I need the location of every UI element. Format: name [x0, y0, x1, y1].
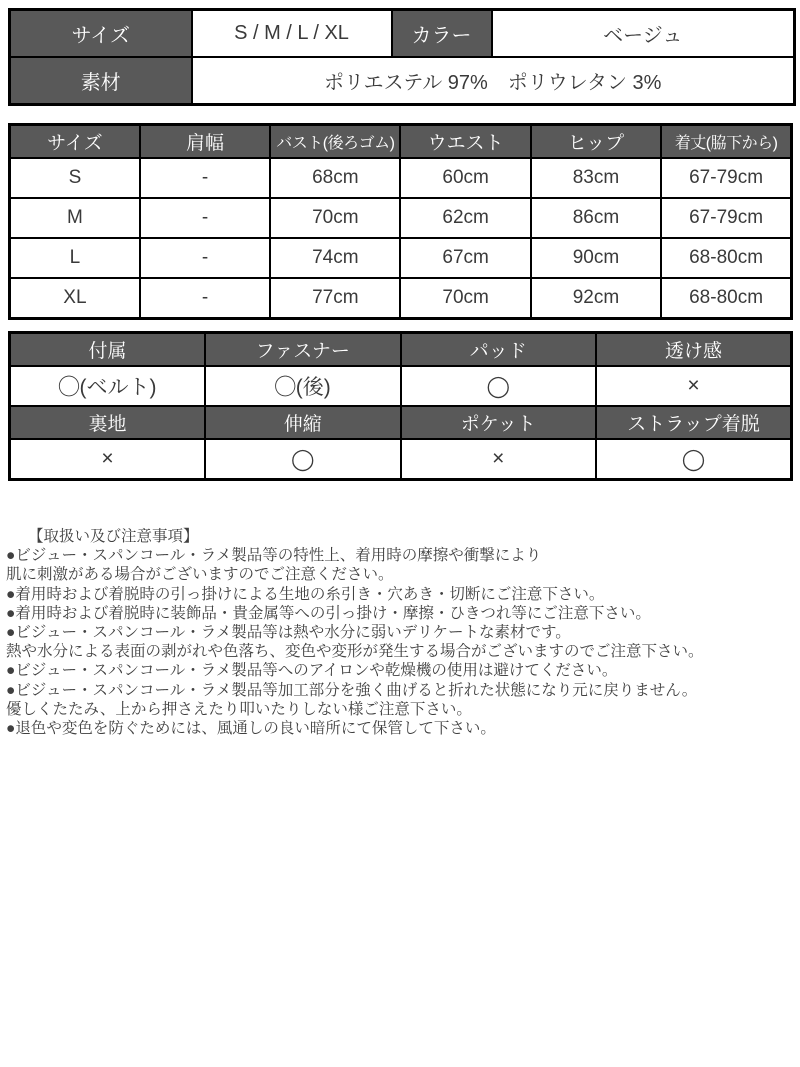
spec-value-cell: × [401, 439, 597, 480]
size-chart-cell: 92cm [531, 278, 661, 319]
color-value-cell: ベージュ [492, 10, 795, 58]
size-chart-cell: 70cm [400, 278, 530, 319]
spec-value-cell: ◯ [401, 366, 597, 406]
spec-header-cell: 伸縮 [205, 406, 401, 439]
size-chart-row-m [10, 198, 792, 238]
size-chart-cell: 83cm [531, 158, 661, 198]
size-chart-header-cell: ウエスト [400, 125, 530, 159]
size-chart-header-cell: ヒップ [531, 125, 661, 159]
size-chart-row-xl [10, 278, 792, 319]
spec-header-cell: ファスナー [205, 333, 401, 367]
material-value-cell: ポリエステル 97% ポリウレタン 3% [192, 57, 795, 105]
material-label-cell: 素材 [10, 57, 192, 105]
care-note-line: ●着用時および着脱時の引っ掛けによる生地の糸引き・穴あき・切断にご注意下さい。 [6, 585, 605, 603]
size-chart-header-cell: バスト(後ろゴム) [270, 125, 400, 159]
size-chart-cell: - [140, 278, 270, 319]
care-notes [6, 527, 800, 738]
size-label-cell: サイズ [10, 10, 192, 58]
spec-header-cell: 裏地 [10, 406, 206, 439]
size-chart-header-cell: 着丈(脇下から) [661, 125, 791, 159]
size-chart-cell: 60cm [400, 158, 530, 198]
care-note-line: ●退色や変色を防ぐためには、風通しの良い暗所にて保管して下さい。 [6, 720, 496, 738]
size-chart-header-cell: サイズ [10, 125, 140, 159]
spec-header-cell: ストラップ着脱 [596, 406, 792, 439]
size-chart-cell: 68-80cm [661, 238, 791, 278]
size-chart-header-cell: 肩幅 [140, 125, 270, 159]
size-chart-cell: 68-80cm [661, 278, 791, 319]
size-chart-cell: 67cm [400, 238, 530, 278]
size-chart-cell: 86cm [531, 198, 661, 238]
size-chart-cell: - [140, 198, 270, 238]
size-chart-cell: 70cm [270, 198, 400, 238]
size-chart-cell: - [140, 158, 270, 198]
care-note-line: 優しくたたみ、上から押さえたり叩いたりしない様ご注意下さい。 [6, 700, 472, 718]
care-note-line: 熱や水分による表面の剥がれや色落ち、変色や変形が発生する場合がございますのでご注意下さい。 [6, 643, 704, 661]
size-chart-cell: 67-79cm [661, 158, 791, 198]
size-chart-cell: 74cm [270, 238, 400, 278]
spec-header-cell: ポケット [401, 406, 597, 439]
size-chart-cell: 90cm [531, 238, 661, 278]
spec-value-cell: × [596, 366, 792, 406]
spec-header-cell: パッド [401, 333, 597, 367]
product-info-table [8, 8, 796, 106]
spec-value-cell: ◯(ベルト) [10, 366, 206, 406]
care-note-line: ●ビジュー・スパンコール・ラメ製品等加工部分を強く曲げると折れた状態になり元に戻りません。 [6, 681, 698, 699]
size-chart-cell: 68cm [270, 158, 400, 198]
care-note-line: ●ビジュー・スパンコール・ラメ製品等の特性上、着用時の摩擦や衝撃により [6, 547, 542, 565]
size-chart-cell: 62cm [400, 198, 530, 238]
size-chart-cell: M [10, 198, 140, 238]
size-chart-row-l [10, 238, 792, 278]
spec-value-cell: ◯ [596, 439, 792, 480]
size-chart-cell: XL [10, 278, 140, 319]
size-chart-cell: L [10, 238, 140, 278]
size-chart-cell: 77cm [270, 278, 400, 319]
care-note-line: ●ビジュー・スパンコール・ラメ製品等へのアイロンや乾燥機の使用は避けてください。 [6, 662, 618, 680]
size-chart-row-s [10, 158, 792, 198]
spec-table [8, 331, 793, 481]
size-chart-cell: 67-79cm [661, 198, 791, 238]
size-chart-cell: - [140, 238, 270, 278]
care-notes-title: 【取扱い及び注意事項】 [28, 528, 199, 545]
spec-header-cell: 透け感 [596, 333, 792, 367]
care-note-line: ●ビジュー・スパンコール・ラメ製品等は熱や水分に弱いデリケートな素材です。 [6, 624, 571, 642]
size-value-cell: S / M / L / XL [192, 10, 392, 58]
spec-header-cell: 付属 [10, 333, 206, 367]
spec-value-cell: ◯(後) [205, 366, 401, 406]
spec-value-cell: × [10, 439, 206, 480]
care-note-line: 肌に刺激がある場合がございますのでご注意ください。 [6, 566, 394, 584]
size-chart-table [8, 123, 793, 320]
size-chart-cell: S [10, 158, 140, 198]
spec-value-cell: ◯ [205, 439, 401, 480]
care-note-line: ●着用時および着脱時に装飾品・貴金属等への引っ掛け・摩擦・ひきつれ等にご注意下さい。 [6, 604, 651, 622]
color-label-cell: カラー [392, 10, 492, 58]
